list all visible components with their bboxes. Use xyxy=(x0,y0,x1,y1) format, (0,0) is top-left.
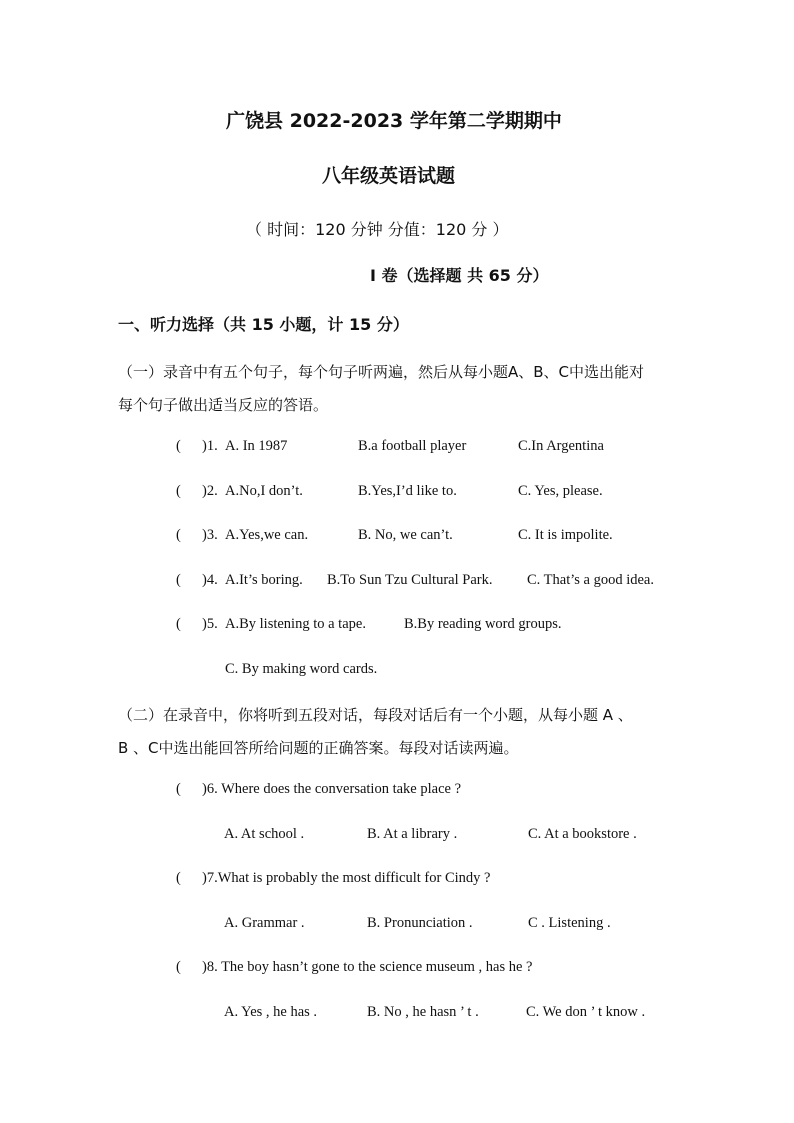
question-stem: )6. Where does the conversation take place ? xyxy=(202,781,462,797)
question-stem: )8. The boy hasn’t gone to the science museum , has he ? xyxy=(202,959,533,975)
part2-instruction-line2: B 、C中选出能回答所给问题的正确答案。每段对话读两遍。 xyxy=(118,739,519,757)
option-c: C . Listening . xyxy=(528,915,611,931)
question-number: )5. xyxy=(202,616,218,632)
question-6 xyxy=(176,781,461,798)
answer-blank[interactable]: ( xyxy=(176,527,181,543)
option-a: A. Grammar . xyxy=(224,915,305,931)
answer-blank[interactable]: ( xyxy=(176,870,181,886)
question-2 xyxy=(176,483,218,500)
option-c: C. At a bookstore . xyxy=(528,826,637,842)
option-b: B. At a library . xyxy=(367,826,458,842)
answer-blank[interactable]: ( xyxy=(176,781,181,797)
option-c: C.In Argentina xyxy=(518,438,604,454)
part1-instruction-line2: 每个句子做出适当反应的答语。 xyxy=(118,396,329,414)
option-c: C. By making word cards. xyxy=(225,661,378,677)
answer-blank[interactable]: ( xyxy=(176,438,181,454)
question-3 xyxy=(176,527,218,544)
option-b: B.Yes,I’d like to. xyxy=(358,483,457,499)
answer-blank[interactable]: ( xyxy=(176,959,181,975)
option-c: C. We don ’ t know . xyxy=(526,1004,646,1020)
option-a: A. In 1987 xyxy=(225,438,288,454)
option-b: B.By reading word groups. xyxy=(404,616,562,632)
option-a: A. Yes , he has . xyxy=(224,1004,318,1020)
option-a: A.It’s boring. xyxy=(225,572,303,588)
part2-instruction-line1: （二）在录音中，你将听到五段对话，每段对话后有一个小题，从每小题 A 、 xyxy=(118,706,633,724)
option-b: B.a football player xyxy=(358,438,467,454)
option-c: C. That’s a good idea. xyxy=(527,572,654,588)
answer-blank[interactable]: ( xyxy=(176,616,181,632)
question-number: )3. xyxy=(202,527,218,543)
option-b: B.To Sun Tzu Cultural Park. xyxy=(327,572,493,588)
option-c: C. It is impolite. xyxy=(518,527,613,543)
answer-blank[interactable]: ( xyxy=(176,572,181,588)
question-5 xyxy=(176,616,218,633)
question-number: )1. xyxy=(202,438,218,454)
question-1 xyxy=(176,438,218,455)
question-8 xyxy=(176,959,532,976)
option-a: A.Yes,we can. xyxy=(225,527,309,543)
answer-blank[interactable]: ( xyxy=(176,483,181,499)
option-b: B. No, we can’t. xyxy=(358,527,453,543)
option-a: A.By listening to a tape. xyxy=(225,616,366,632)
option-c: C. Yes, please. xyxy=(518,483,603,499)
option-a: A.No,I don’t. xyxy=(225,483,303,499)
question-stem: )7.What is probably the most difficult for Cindy ? xyxy=(202,870,491,886)
option-b: B. Pronunciation . xyxy=(367,915,473,931)
section-heading-listening: 一、听力选择（共 15 小题，计 15 分） xyxy=(118,315,409,334)
option-b: B. No , he hasn ’ t . xyxy=(367,1004,479,1020)
part1-instruction-line1: （一）录音中有五个句子，每个句子听两遍，然后从每小题A、B、C中选出能对 xyxy=(118,363,645,381)
volume-heading: I 卷（选择题 共 65 分） xyxy=(370,266,549,285)
exam-subtitle: 八年级英语试题 xyxy=(322,165,456,187)
question-number: )2. xyxy=(202,483,218,499)
time-score-info: （ 时间：120 分钟 分值：120 分 ） xyxy=(246,220,509,239)
question-4 xyxy=(176,572,218,589)
option-a: A. At school . xyxy=(224,826,305,842)
question-number: )4. xyxy=(202,572,218,588)
question-7 xyxy=(176,870,490,887)
exam-title: 广饶县 2022-2023 学年第二学期期中 xyxy=(226,110,562,132)
